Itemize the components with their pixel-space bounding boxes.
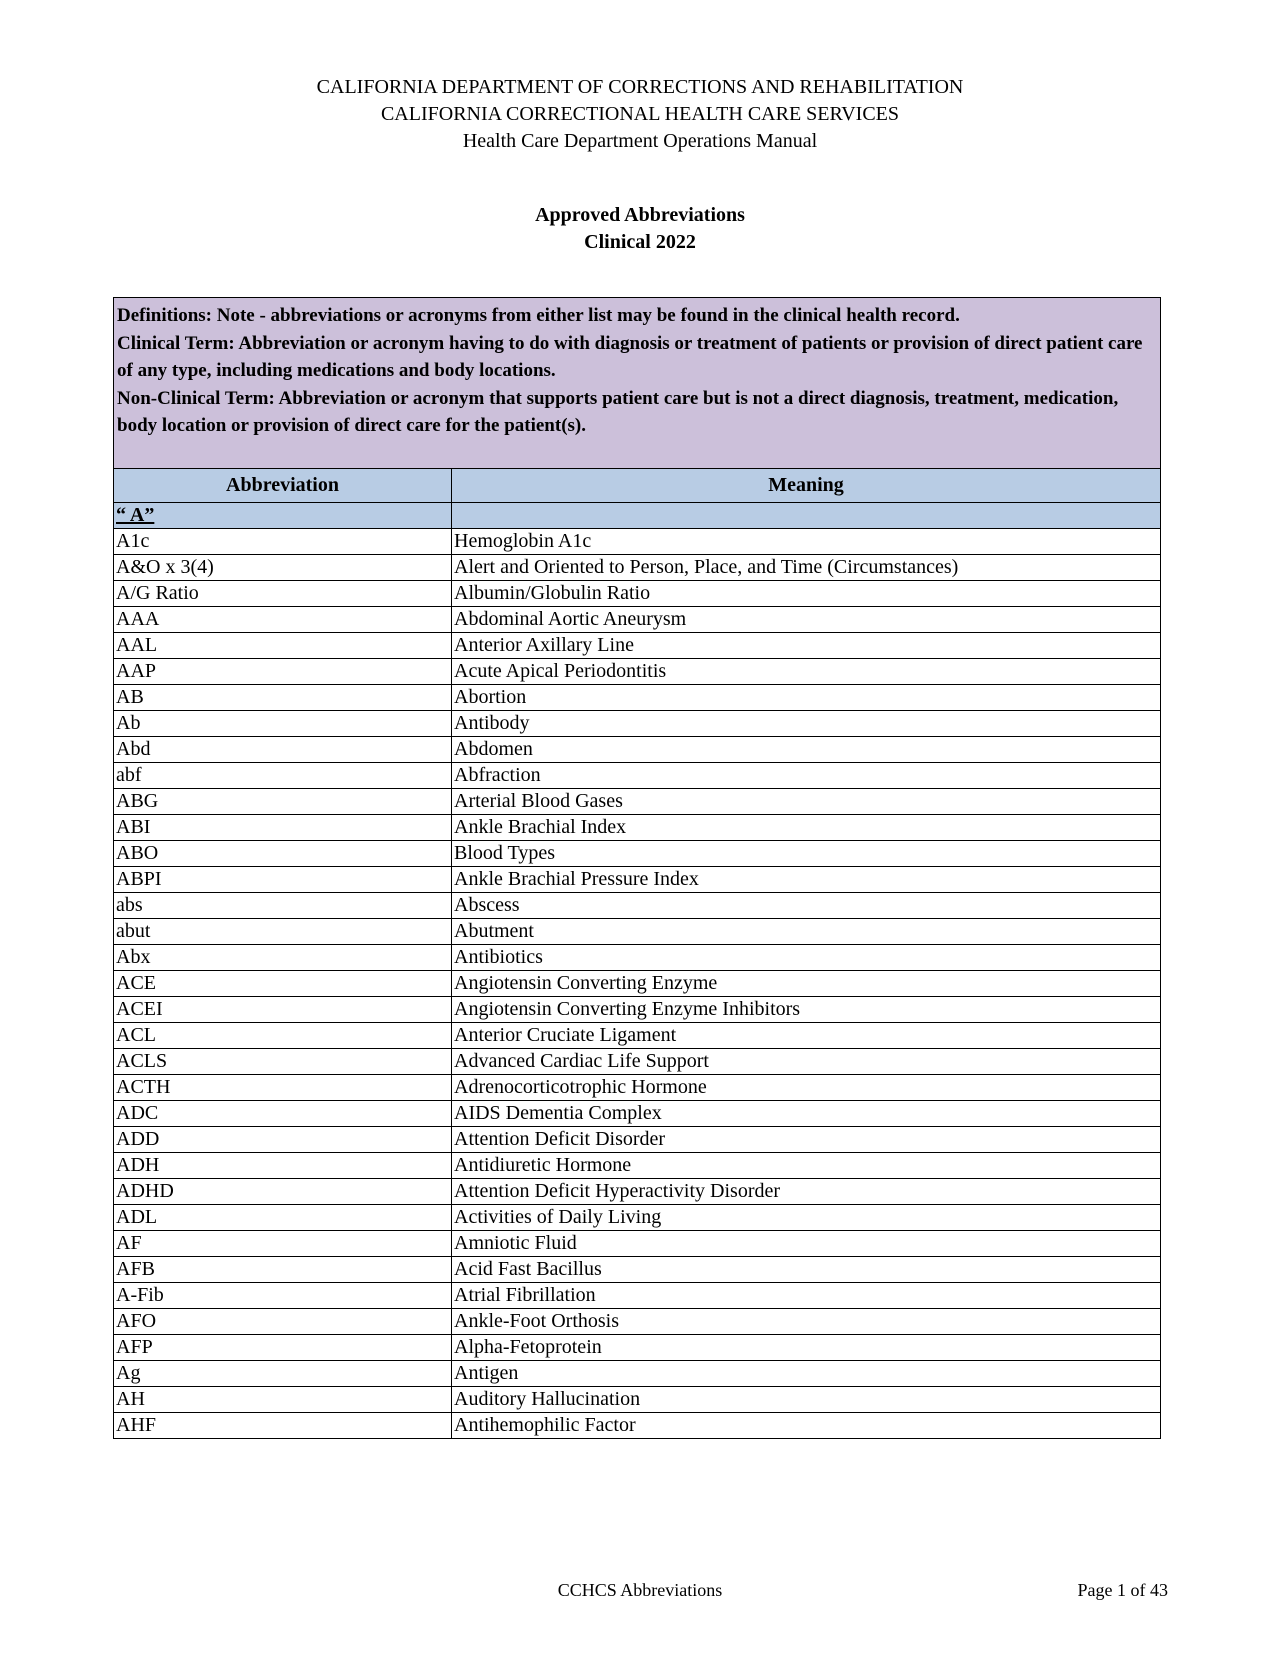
header-department: CALIFORNIA DEPARTMENT OF CORRECTIONS AND REHABILITATION <box>316 76 964 98</box>
meaning-cell: Acid Fast Bacillus <box>452 1257 1161 1283</box>
abbreviation-cell: ACLS <box>114 1049 452 1075</box>
table-row <box>114 945 1161 971</box>
definitions-note: Definitions: Note - abbreviations or acronyms from either list may be found in the clinical health record. <box>117 305 960 326</box>
table-row <box>114 555 1161 581</box>
meaning-cell: Attention Deficit Hyperactivity Disorder <box>452 1179 1161 1205</box>
column-header-row <box>114 469 1161 503</box>
meaning-cell: Antidiuretic Hormone <box>452 1153 1161 1179</box>
abbreviation-cell: A-Fib <box>114 1283 452 1309</box>
abbreviation-cell: AFO <box>114 1309 452 1335</box>
meaning-cell: Arterial Blood Gases <box>452 789 1161 815</box>
abbreviation-cell: AH <box>114 1387 452 1413</box>
table-row <box>114 789 1161 815</box>
meaning-cell: Alert and Oriented to Person, Place, and Time (Circumstances) <box>452 555 1161 581</box>
meaning-cell: Anterior Axillary Line <box>452 633 1161 659</box>
table-row <box>114 1413 1161 1439</box>
abbreviation-cell: A1c <box>114 529 452 555</box>
table-row <box>114 1257 1161 1283</box>
abbreviation-cell: Ab <box>114 711 452 737</box>
abbreviation-cell: abf <box>114 763 452 789</box>
table-row <box>114 1361 1161 1387</box>
abbreviation-cell: A&O x 3(4) <box>114 555 452 581</box>
table-row <box>114 1153 1161 1179</box>
table-row <box>114 841 1161 867</box>
column-header-meaning: Meaning <box>452 469 1161 503</box>
definitions-non-clinical: Non-Clinical Term: Abbreviation or acronym that supports patient care but is not a direct diagnosis, treatment, medication, body location or provision of direct care for the patient(s). <box>117 387 1119 436</box>
table-row <box>114 633 1161 659</box>
table-row <box>114 1231 1161 1257</box>
table-row <box>114 763 1161 789</box>
meaning-cell: Antibiotics <box>452 945 1161 971</box>
abbreviation-cell: ABG <box>114 789 452 815</box>
meaning-cell: Amniotic Fluid <box>452 1231 1161 1257</box>
table-row <box>114 997 1161 1023</box>
table-row <box>114 1101 1161 1127</box>
definitions-row <box>114 298 1161 469</box>
table-row <box>114 1179 1161 1205</box>
table-row <box>114 815 1161 841</box>
abbreviation-cell: A/G Ratio <box>114 581 452 607</box>
meaning-cell: Abortion <box>452 685 1161 711</box>
page-number: Page 1 of 43 <box>1077 1580 1168 1600</box>
meaning-cell: Alpha-Fetoprotein <box>452 1335 1161 1361</box>
title-line-2: Clinical 2022 <box>584 231 696 253</box>
title-line-1: Approved Abbreviations <box>535 204 745 226</box>
definitions-box <box>114 298 1161 469</box>
table-row <box>114 711 1161 737</box>
meaning-cell: Antihemophilic Factor <box>452 1413 1161 1439</box>
abbreviation-cell: ADHD <box>114 1179 452 1205</box>
section-letter <box>114 503 452 529</box>
abbreviation-cell: ABPI <box>114 867 452 893</box>
meaning-cell: Angiotensin Converting Enzyme <box>452 971 1161 997</box>
meaning-cell: Ankle Brachial Pressure Index <box>452 867 1161 893</box>
abbreviation-cell: AHF <box>114 1413 452 1439</box>
abbreviation-cell: ABI <box>114 815 452 841</box>
meaning-cell: Antibody <box>452 711 1161 737</box>
table-row <box>114 529 1161 555</box>
footer-title: CCHCS Abbreviations <box>557 1580 723 1600</box>
header-services: CALIFORNIA CORRECTIONAL HEALTH CARE SERVICES <box>380 103 900 125</box>
abbreviation-cell: ACEI <box>114 997 452 1023</box>
abbreviation-cell: AB <box>114 685 452 711</box>
abbreviation-cell: Abx <box>114 945 452 971</box>
abbreviation-cell: ACL <box>114 1023 452 1049</box>
table-row <box>114 919 1161 945</box>
table-row <box>114 1283 1161 1309</box>
table-row <box>114 867 1161 893</box>
table-row <box>114 1335 1161 1361</box>
abbreviation-cell: AAP <box>114 659 452 685</box>
abbreviations-table <box>113 297 1161 1439</box>
meaning-cell: Anterior Cruciate Ligament <box>452 1023 1161 1049</box>
abbreviation-cell: ACTH <box>114 1075 452 1101</box>
abbreviation-cell: AFB <box>114 1257 452 1283</box>
table-row <box>114 685 1161 711</box>
abbreviation-cell: ADL <box>114 1205 452 1231</box>
abbreviation-cell: AAL <box>114 633 452 659</box>
meaning-cell: Abfraction <box>452 763 1161 789</box>
abbreviation-cell: abut <box>114 919 452 945</box>
meaning-cell: Ankle Brachial Index <box>452 815 1161 841</box>
table-row <box>114 581 1161 607</box>
column-header-abbreviation: Abbreviation <box>114 469 452 503</box>
meaning-cell: Albumin/Globulin Ratio <box>452 581 1161 607</box>
table-row <box>114 737 1161 763</box>
definitions-clinical: Clinical Term: Abbreviation or acronym having to do with diagnosis or treatment of patients or provision of direct patient care of any type, including medications and body locations. <box>117 332 1143 381</box>
abbreviation-cell: ADC <box>114 1101 452 1127</box>
meaning-cell: Abutment <box>452 919 1161 945</box>
meaning-cell: Angiotensin Converting Enzyme Inhibitors <box>452 997 1161 1023</box>
table-row <box>114 1127 1161 1153</box>
meaning-cell: Abdominal Aortic Aneurysm <box>452 607 1161 633</box>
document-title <box>0 202 1280 256</box>
section-row <box>114 503 1161 529</box>
table-row <box>114 1049 1161 1075</box>
table-row <box>114 1309 1161 1335</box>
abbreviation-cell: ABO <box>114 841 452 867</box>
meaning-cell: Ankle-Foot Orthosis <box>452 1309 1161 1335</box>
table-row <box>114 1023 1161 1049</box>
abbreviation-cell: abs <box>114 893 452 919</box>
abbreviation-cell: ACE <box>114 971 452 997</box>
table-row <box>114 1075 1161 1101</box>
meaning-cell: Blood Types <box>452 841 1161 867</box>
meaning-cell: Attention Deficit Disorder <box>452 1127 1161 1153</box>
meaning-cell: Advanced Cardiac Life Support <box>452 1049 1161 1075</box>
abbreviation-cell: AAA <box>114 607 452 633</box>
table-row <box>114 971 1161 997</box>
header-manual: Health Care Department Operations Manual <box>462 130 818 152</box>
abbreviation-cell: Ag <box>114 1361 452 1387</box>
abbreviation-cell: ADH <box>114 1153 452 1179</box>
table-row <box>114 1387 1161 1413</box>
section-empty-cell <box>452 503 1161 529</box>
meaning-cell: Adrenocorticotrophic Hormone <box>452 1075 1161 1101</box>
abbreviation-cell: ADD <box>114 1127 452 1153</box>
meaning-cell: Activities of Daily Living <box>452 1205 1161 1231</box>
section-letter-text: “ A” <box>116 504 155 526</box>
meaning-cell: Auditory Hallucination <box>452 1387 1161 1413</box>
meaning-cell: Abscess <box>452 893 1161 919</box>
table-row <box>114 1205 1161 1231</box>
meaning-cell: Hemoglobin A1c <box>452 529 1161 555</box>
abbreviation-cell: AF <box>114 1231 452 1257</box>
table-row <box>114 659 1161 685</box>
meaning-cell: Abdomen <box>452 737 1161 763</box>
table-row <box>114 607 1161 633</box>
meaning-cell: Antigen <box>452 1361 1161 1387</box>
meaning-cell: AIDS Dementia Complex <box>452 1101 1161 1127</box>
table-row <box>114 893 1161 919</box>
document-header <box>0 74 1280 155</box>
abbreviation-cell: Abd <box>114 737 452 763</box>
abbreviation-cell: AFP <box>114 1335 452 1361</box>
meaning-cell: Atrial Fibrillation <box>452 1283 1161 1309</box>
meaning-cell: Acute Apical Periodontitis <box>452 659 1161 685</box>
